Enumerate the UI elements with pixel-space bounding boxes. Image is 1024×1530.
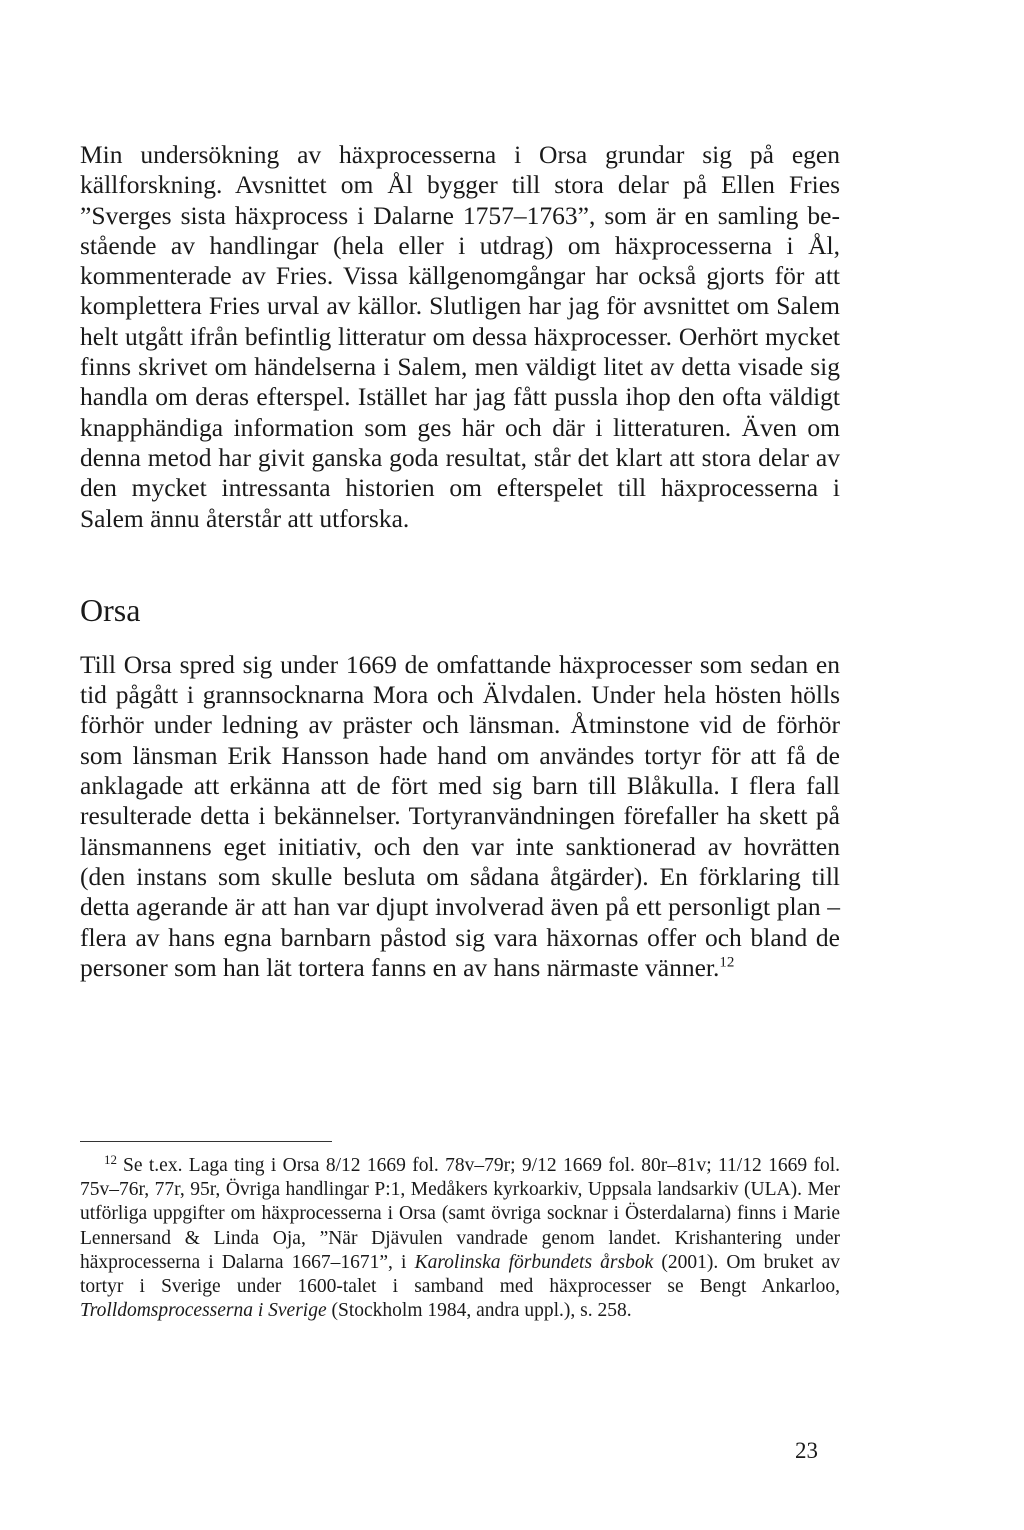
footnote-text-1: Se t.ex. Laga ting i Orsa 8/12 1669 fol. 78v–79r; 9/12 1669 fol. 80r–81v; 11/12 1669 fol. 75v–76r, 77r, 95r, Övriga handlingar P:1, Medåkers kyrkoarkiv, Uppsala landsarkiv (ULA). Mer utförliga uppgifter om häxprocesserna i Orsa (samt övriga socknar i Österdalarna) finns i Marie Lennersand & Linda Oja, ”När Djävulen vandrade genom landet. Krishantering under häxprocesserna i Dalarna 1667–1671”, i (80, 1155, 840, 1273)
intro-paragraph: Min undersökning av häxprocesserna i Orsa grundar sig på egen källforskning. Avsnittet om Ål bygger till stora delar på Ellen Fries ”Sverges sista häxprocess i Dalarne 1757–1763”, som är en samling bestående av handlingar (hela eller i utdrag) om häxprocesserna i Ål, kommenterade av Fries. Vissa källgenomgångar har också gjorts för att komplettera Fries urval av källor. Slutligen har jag för avsnittet om Salem helt utgått ifrån befintlig litteratur om dessa häxprocesser. Oerhört mycket finns skrivet om händelserna i Salem, men väldigt litet av detta visade sig handla om deras efterspel. Istället har jag fått pussla ihop den ofta väldigt knapphändiga information som ges här och där i litteraturen. Även om denna metod har givit ganska goda resultat, står det klart att stora delar av den mycket intressanta historien om efterspelet till häxprocesserna i Salem ännu återstår att utforska. (80, 140, 840, 533)
footnote-number: 12 (104, 1151, 117, 1167)
orsa-paragraph (80, 650, 840, 983)
footnote-divider (80, 1141, 332, 1142)
footnote-italic-title-2: Trolldomsprocesserna i Sverige (80, 1300, 327, 1322)
footnote-text-3: (Stockholm 1984, andra uppl.), s. 258. (326, 1300, 632, 1322)
page-number: 23 (795, 1438, 818, 1463)
main-text-column (80, 140, 840, 983)
footnote-12 (80, 1151, 841, 1323)
footnote-text-2: (2001). Om bruket av tortyr i Sverige under 1600-talet i samband med häxprocesser se Bengt Ankarloo, (80, 1251, 841, 1298)
orsa-paragraph-text: Till Orsa spred sig under 1669 de omfattande häxprocesser som sedan en tid pågått i grannsocknarna Mora och Älvdalen. Under hela hösten hölls förhör under ledning av präster och länsman. Åtminstone vid de förhör som länsman Erik Hansson hade hand om användes tortyr för att få de anklagade att erkänna att de fört med sig barn till Blåkulla. I flera fall resulterade detta i bekännelser. Tortyranvändningen förefaller ha skett på länsmannens eget initiativ, och den var inte sanktionerad av hovrätten (den instans som skulle besluta om sådana åtgärder). En förklaring till detta agerande är att han var djupt involverad även på ett personligt plan – flera av hans egna barnbarn påstod sig vara häxornas offer och bland de personer som han lät tortera fanns en av hans närmaste vänner. (80, 649, 840, 982)
section-heading-orsa: Orsa (80, 591, 141, 628)
footnote-italic-title-1: Karolinska förbundets årsbok (414, 1251, 654, 1273)
footnote-reference: 12 (719, 954, 735, 971)
